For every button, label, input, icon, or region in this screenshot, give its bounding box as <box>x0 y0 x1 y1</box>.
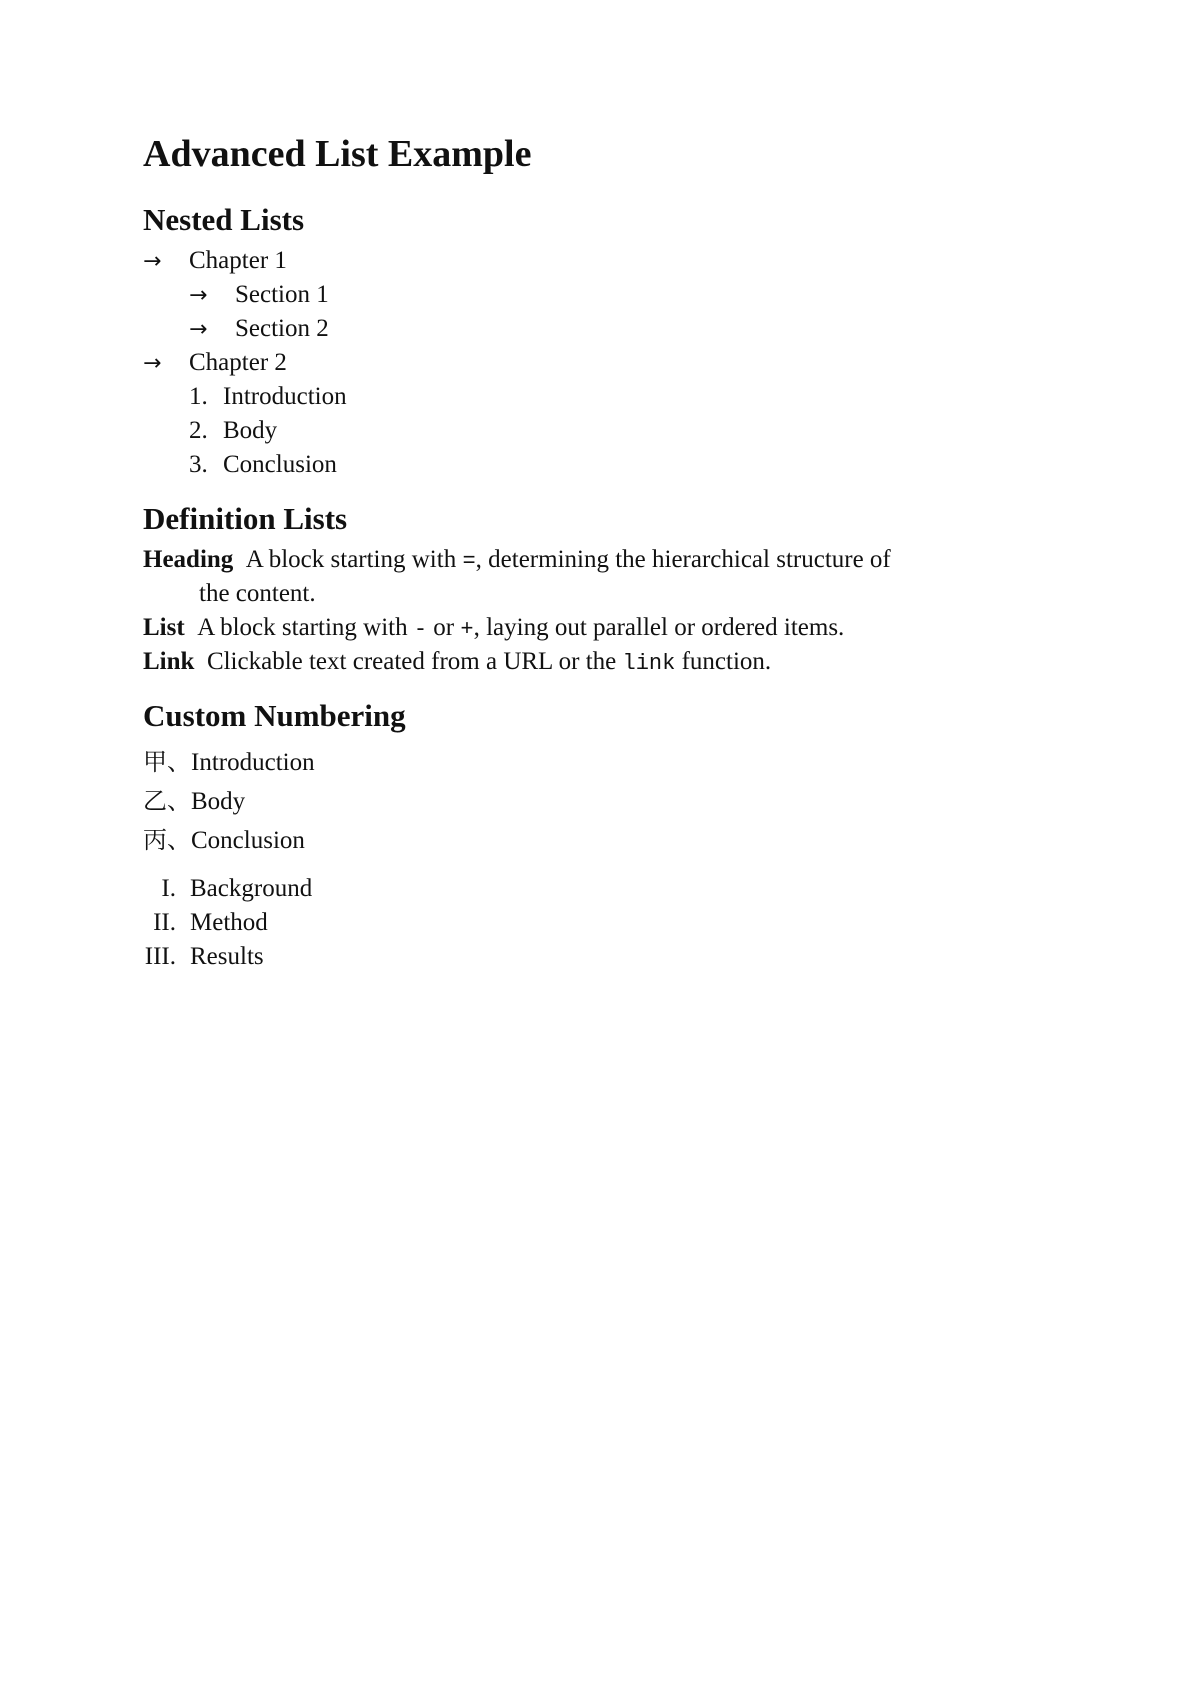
list-item-label: Introduction <box>191 749 315 776</box>
list-item-label: Body <box>223 417 278 444</box>
definition-text: , laying out parallel or ordered items. <box>473 614 845 641</box>
definition-term: Link <box>143 648 195 675</box>
list-item-chapter-1 <box>143 243 287 279</box>
arrow-icon: → <box>189 317 208 342</box>
definition-term: Heading <box>143 546 234 573</box>
inline-code: = <box>462 549 476 574</box>
list-item-label: Section 2 <box>235 315 329 342</box>
roman-marker: II. <box>153 909 176 936</box>
inline-code: link <box>622 651 676 676</box>
definition-lists-heading: Definition Lists <box>143 501 348 536</box>
nested-lists-heading: Nested Lists <box>143 202 305 237</box>
list-item-chapter-2 <box>143 345 287 381</box>
arrow-icon: → <box>189 283 208 308</box>
cjk-marker: 乙、 <box>143 787 191 815</box>
list-item-label: Introduction <box>223 383 347 410</box>
cjk-marker: 丙、 <box>143 826 191 854</box>
definition-text: or <box>427 614 461 641</box>
page-title: Advanced List Example <box>143 133 532 175</box>
list-item-label: Background <box>190 875 313 902</box>
definition-heading <box>143 542 1043 580</box>
list-item-roman-2 <box>131 905 268 941</box>
definition-text: function. <box>675 648 772 675</box>
inline-code: - <box>413 617 428 642</box>
definition-text: A block starting with <box>245 546 463 573</box>
list-number: 1. <box>189 383 208 410</box>
definition-list <box>143 610 1043 648</box>
arrow-icon: → <box>143 351 162 376</box>
list-number: 3. <box>189 451 208 478</box>
list-item-introduction <box>189 379 347 415</box>
definition-heading-continuation: the content. <box>199 580 316 607</box>
list-item-roman-1 <box>131 871 312 907</box>
list-item-label: Body <box>191 788 246 815</box>
roman-marker: I. <box>161 875 176 902</box>
definition-term: List <box>143 614 185 641</box>
definition-link <box>143 644 1043 682</box>
list-item-section-2 <box>189 311 329 347</box>
list-item-cjk-1 <box>143 744 315 780</box>
list-item-section-1 <box>189 277 329 313</box>
list-item-cjk-3 <box>143 822 305 858</box>
list-item-label: Conclusion <box>191 827 305 854</box>
list-item-label: Section 1 <box>235 281 329 308</box>
definition-text: Clickable text created from a URL or the <box>206 648 623 675</box>
list-item-roman-3 <box>131 939 264 975</box>
list-item-label: Method <box>190 909 268 936</box>
definition-text: A block starting with <box>197 614 414 641</box>
roman-marker: III. <box>144 943 176 970</box>
list-item-cjk-2 <box>143 783 245 819</box>
cjk-marker: 甲、 <box>143 748 191 776</box>
list-item-label: Results <box>190 943 264 970</box>
list-number: 2. <box>189 417 208 444</box>
list-item-label: Chapter 2 <box>189 349 287 376</box>
inline-code: + <box>460 617 474 642</box>
list-item-conclusion <box>189 447 337 483</box>
list-item-label: Conclusion <box>223 451 337 478</box>
definition-text: , determining the hierarchical structure of <box>475 546 891 573</box>
list-item-body <box>189 413 277 449</box>
arrow-icon: → <box>143 249 162 274</box>
custom-numbering-heading: Custom Numbering <box>143 698 406 733</box>
list-item-label: Chapter 1 <box>189 247 287 274</box>
